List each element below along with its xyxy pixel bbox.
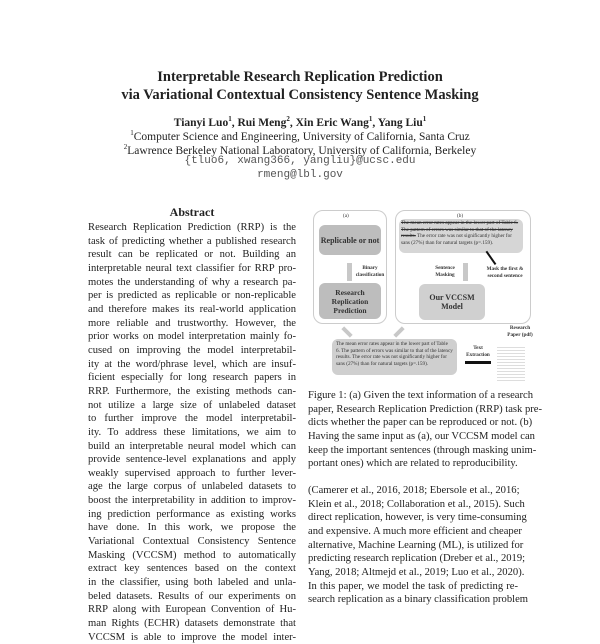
text-line: ficient especially for long research papers in: [88, 372, 296, 384]
text-line: dicts whether the paper can be reproduced or not. (b): [308, 417, 533, 429]
figure-1: [305, 205, 535, 385]
author-affiliation-mark: 1: [228, 115, 232, 123]
author-affiliation-mark: 1: [422, 115, 427, 123]
text-line: boost the interpretability in addition to improv-: [88, 495, 296, 507]
pdf-document-icon: [497, 345, 525, 381]
author-name: Rui Meng: [237, 116, 287, 129]
text-line: keep the important sentences (through masking unim-: [308, 444, 537, 456]
replicable-box: Replicable or not: [319, 225, 381, 255]
text-line: result can be replicated or not. Building an: [88, 249, 296, 261]
abstract-body: [88, 221, 296, 644]
diagonal-arrow-icon: [341, 326, 352, 337]
text-line: ing prediction performance as existing works: [88, 508, 296, 520]
diagonal-arrow-icon: [393, 326, 404, 337]
author-affiliation-mark: 1: [368, 115, 373, 123]
text-line: VCCSM is able to improve the model inter-: [88, 631, 296, 643]
text-line: and expensive. A much more efficient and cheaper: [308, 525, 522, 537]
text-line: man Rights (ECHR) datasets demonstrate that: [88, 618, 296, 630]
text-line: provide sentence-level explanations and apply: [88, 454, 296, 466]
paper-label: Research Paper (pdf): [507, 325, 533, 338]
masked-sentences: The mean error rates appear in the lower part of Table 6. The pattern of errors was similar to that of the latency results.: [401, 220, 519, 239]
author-affiliation-mark: 2: [286, 115, 290, 123]
text-line: direct replication, however, is very time-consuming: [308, 512, 527, 524]
intro-body: [308, 484, 529, 607]
author-name: Yang Liu: [377, 116, 423, 129]
affiliation-mark: 1: [130, 129, 134, 137]
text-line: portant ones) which are related to reproducibility.: [308, 458, 518, 470]
text-line: and therefore makes its real-world application: [88, 303, 296, 315]
text-line: Yang, 2018; Altmejd et al., 2019; Luo et al., 2020).: [308, 566, 525, 578]
text-line: ity at the word/phrase level, which are insuf-: [88, 358, 296, 370]
text-line: In this paper, we model the task of predicting re-: [308, 580, 518, 592]
text-line: beled datasets. Results of our experiments on: [88, 590, 296, 602]
abstract-heading: Abstract: [169, 205, 215, 219]
affiliation-text: Computer Science and Engineering, University of California, Santa Cruz: [133, 130, 470, 143]
affiliation-text: Lawrence Berkeley National Laboratory, University of California, Berkeley: [127, 144, 477, 157]
author-name: Tianyi Luo: [173, 116, 229, 129]
sentence-masking-label: Sentence Masking: [435, 265, 455, 278]
author-name: Xin Eric Wang: [295, 116, 369, 129]
text-line: in the classifier, using both labeled and unla-: [88, 577, 296, 589]
text-line: Research Replication Prediction (RRP) is the: [88, 222, 296, 233]
text-line: Klein et al., 2018; Collaboration et al., 2015). Such: [308, 498, 525, 510]
binary-classification-label: Binary classification: [355, 265, 385, 278]
author-list: Tianyi Luo$^1$, Rui Meng$^2$, Xin Eric Wang$^1$, Yang Liu$^1$: [173, 115, 427, 129]
kept-sentence: The error rate was not significantly higher for sans (27%) than for natural targets (p=.159).: [401, 233, 512, 246]
up-arrow-icon: [347, 263, 352, 281]
email-line-2: rmeng@lbl.gov: [257, 169, 343, 181]
masked-text-box: [399, 219, 523, 253]
text-line: prior works on model interpretation mainly fo-: [88, 331, 296, 343]
text-line: interpretable neural text classifier for RRP pro-: [88, 262, 296, 274]
title-line-2: via Variational Contextual Consistency Sentence Masking: [121, 87, 479, 103]
text-line: more reliable and trustworthy. However, the: [88, 317, 296, 329]
affiliation-mark: 2: [123, 143, 128, 151]
panel-a-label: (a): [343, 213, 349, 219]
text-line: search replication as a binary classification problem: [308, 594, 529, 606]
input-text-box: The mean error rates appear in the lower part of Table 6. The pattern of errors was similar to that of the latency results. The error rate was not significantly higher for sans (27%) than for natural targets (p=.159).: [332, 339, 457, 375]
panel-b-label: (b): [457, 213, 464, 219]
text-line: build an interpretable neural model which can: [88, 440, 296, 452]
text-extraction-label: Text Extraction: [466, 345, 490, 358]
text-line: Masking (VCCSM) method to automatically: [88, 549, 296, 561]
text-line: weakly supervised approach to further lever-: [88, 467, 296, 479]
text-line: predicting research replication (Dreber et al., 2019;: [308, 553, 526, 565]
text-line: alternative, Machine Learning (ML), is utilized for: [308, 539, 524, 551]
text-line: have done. In this work, we propose the: [88, 522, 296, 534]
text-line: motes the understanding of why a research pa-: [88, 276, 296, 288]
text-line: Having the same input as (a), our VCCSM model can: [308, 430, 535, 442]
text-line: (Camerer et al., 2016, 2018; Ebersole et al., 2016;: [308, 485, 520, 496]
left-arrow-icon: [465, 361, 491, 364]
text-line: RRP. Furthermore, the existing methods can-: [88, 385, 296, 397]
text-line: not utilize a large size of unlabeled dataset: [88, 399, 296, 411]
text-line: age the large corpus of unlabeled datasets to: [88, 481, 296, 493]
text-line: per is predicted as replicable or non-replicable: [88, 290, 296, 302]
text-line: ity. To address these limitations, we aim to: [88, 426, 296, 438]
text-line: Variational Contextual Consistency Sentence: [88, 536, 296, 548]
text-line: RRP along with European Convention of Hu-: [88, 604, 296, 616]
email-line-1: {tluo6, xwang366, yangliu}@ucsc.edu: [184, 155, 416, 167]
title-line-1: Interpretable Research Replication Prediction: [157, 69, 443, 85]
text-line: cused on improving the model interpretabil-: [88, 344, 296, 356]
paper-title: [0, 68, 600, 104]
text-line: extract key sentences based on the context: [88, 563, 296, 575]
text-line: to further improve the model interpretabil-: [88, 413, 296, 425]
text-line: task of predicting whether a published research: [88, 235, 296, 247]
mask-note: Mask the first & second sentence: [486, 266, 524, 279]
figure-caption: [308, 389, 543, 471]
vccsm-box: Our VCCSM Model: [419, 284, 485, 320]
text-line: Figure 1: (a) Given the text information of a research: [308, 390, 534, 401]
text-line: paper, Research Replication Prediction (RRP) task pre-: [308, 403, 543, 415]
rrp-box: Research Replication Prediction: [319, 283, 381, 319]
up-arrow-icon: [463, 263, 468, 281]
